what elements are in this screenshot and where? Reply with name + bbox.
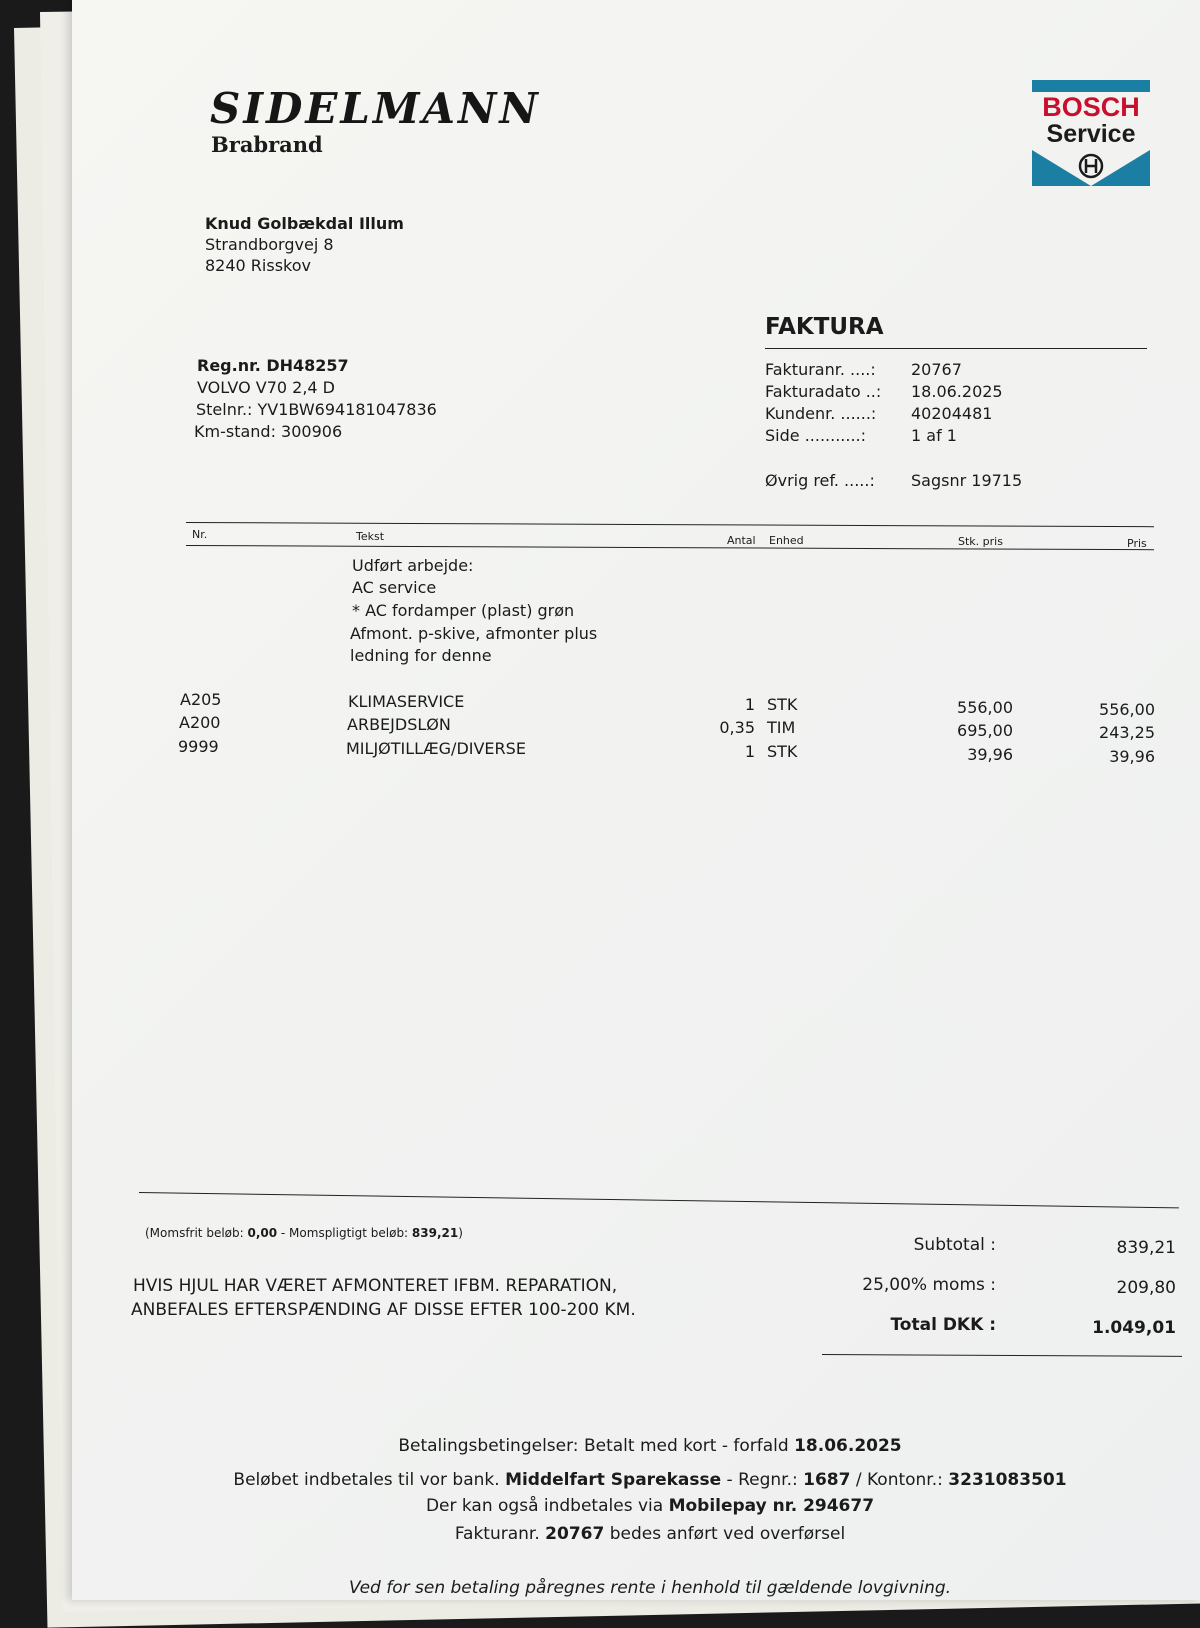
customer-street: Strandborgvej 8 bbox=[205, 235, 334, 254]
ref-label: Øvrig ref. .....: bbox=[765, 471, 875, 490]
row-tekst: MILJØTILLÆG/DIVERSE bbox=[346, 739, 526, 758]
moms-note: (Momsfrit beløb: 0,00 - Momspligtigt beløb: 839,21) bbox=[145, 1226, 463, 1240]
row-enhed: STK bbox=[767, 695, 798, 714]
row-pris: 556,00 bbox=[1099, 700, 1155, 719]
row-stk-pris: 695,00 bbox=[957, 721, 1013, 740]
row-stk-pris: 39,96 bbox=[967, 745, 1013, 764]
invoice-field-label: Fakturanr. ....: bbox=[765, 360, 876, 379]
description-line: Udført arbejde: bbox=[352, 556, 474, 575]
ref-value: Sagsnr 19715 bbox=[911, 471, 1023, 490]
row-pris: 39,96 bbox=[1109, 747, 1155, 766]
invoice-field-label: Side ...........: bbox=[765, 426, 867, 445]
late-payment-note: Ved for sen betaling påregnes rente i henhold til gældende lovgivning. bbox=[348, 1578, 952, 1598]
row-antal: 0,35 bbox=[719, 718, 755, 737]
row-nr: 9999 bbox=[178, 737, 219, 756]
row-antal: 1 bbox=[744, 742, 755, 761]
description-line: ledning for denne bbox=[350, 646, 492, 665]
invoice-title: FAKTURA bbox=[765, 314, 884, 340]
description-line: Afmont. p-skive, afmonter plus bbox=[350, 624, 598, 643]
wheel-notice-line: ANBEFALES EFTERSPÆNDING AF DISSE EFTER 100-200 KM. bbox=[131, 1300, 636, 1320]
subtotal-label: Subtotal : bbox=[913, 1235, 996, 1255]
invoice-field-label: Kundenr. ......: bbox=[765, 404, 877, 423]
row-antal: 1 bbox=[744, 695, 755, 714]
customer-name: Knud Golbækdal Illum bbox=[205, 214, 404, 233]
col-header-nr: Nr. bbox=[192, 528, 208, 541]
customer-number: 40204481 bbox=[911, 404, 993, 423]
col-header-tekst: Tekst bbox=[356, 530, 385, 543]
row-pris: 243,25 bbox=[1099, 723, 1155, 742]
invoice-field-label: Fakturadato ..: bbox=[765, 382, 882, 401]
row-tekst: ARBEJDSLØN bbox=[347, 715, 451, 734]
wheel-notice-line: HVIS HJUL HAR VÆRET AFMONTERET IFBM. REPARATION, bbox=[133, 1276, 618, 1296]
subtotal-value: 839,21 bbox=[1116, 1238, 1176, 1258]
row-nr: A200 bbox=[179, 713, 221, 732]
company-location: Brabrand bbox=[211, 132, 323, 157]
row-enhed: TIM bbox=[767, 718, 796, 737]
bosch-armature-icon bbox=[1032, 150, 1150, 190]
customer-city: 8240 Risskov bbox=[205, 256, 311, 275]
total-label: Total DKK : bbox=[890, 1315, 996, 1335]
row-enhed: STK bbox=[767, 742, 798, 761]
description-line: AC service bbox=[352, 578, 437, 597]
col-header-stk-pris: Stk. pris bbox=[958, 535, 1003, 548]
vehicle-km: Km-stand: 300906 bbox=[194, 422, 343, 441]
vehicle-model: VOLVO V70 2,4 D bbox=[197, 378, 335, 397]
bosch-service: Service bbox=[1046, 120, 1136, 148]
row-tekst: KLIMASERVICE bbox=[348, 692, 465, 711]
row-nr: A205 bbox=[180, 690, 222, 709]
description-line: * AC fordamper (plast) grøn bbox=[352, 601, 575, 620]
payment-terms: Betalingsbetingelser: Betalt med kort - forfald 18.06.2025 bbox=[398, 1436, 902, 1456]
col-header-antal: Antal bbox=[727, 534, 756, 547]
invoice-number: 20767 bbox=[911, 360, 962, 379]
bosch-service-logo bbox=[1032, 80, 1150, 190]
col-header-pris: Pris bbox=[1127, 537, 1147, 550]
vehicle-reg: Reg.nr. DH48257 bbox=[197, 356, 349, 375]
invoice-date: 18.06.2025 bbox=[911, 382, 1003, 401]
page-number: 1 af 1 bbox=[911, 426, 957, 445]
total-value: 1.049,01 bbox=[1092, 1318, 1176, 1338]
mobilepay-details: Der kan også indbetales via Mobilepay nr. 294677 bbox=[425, 1496, 875, 1516]
bosch-brand: BOSCH bbox=[1042, 92, 1140, 122]
moms-value: 209,80 bbox=[1116, 1278, 1176, 1298]
col-header-enhed: Enhed bbox=[769, 534, 804, 547]
vehicle-chassis: Stelnr.: YV1BW694181047836 bbox=[196, 400, 437, 419]
company-name: SIDELMANN bbox=[210, 84, 541, 133]
invoice-title-rule bbox=[765, 348, 1147, 349]
row-stk-pris: 556,00 bbox=[957, 698, 1013, 717]
bank-details: Beløbet indbetales til vor bank. Middelfart Sparekasse - Regnr.: 1687 / Kontonr.: 3231083501 bbox=[233, 1470, 1067, 1490]
moms-label: 25,00% moms : bbox=[862, 1275, 996, 1295]
transfer-note: Fakturanr. 20767 bedes anført ved overførsel bbox=[454, 1524, 846, 1544]
